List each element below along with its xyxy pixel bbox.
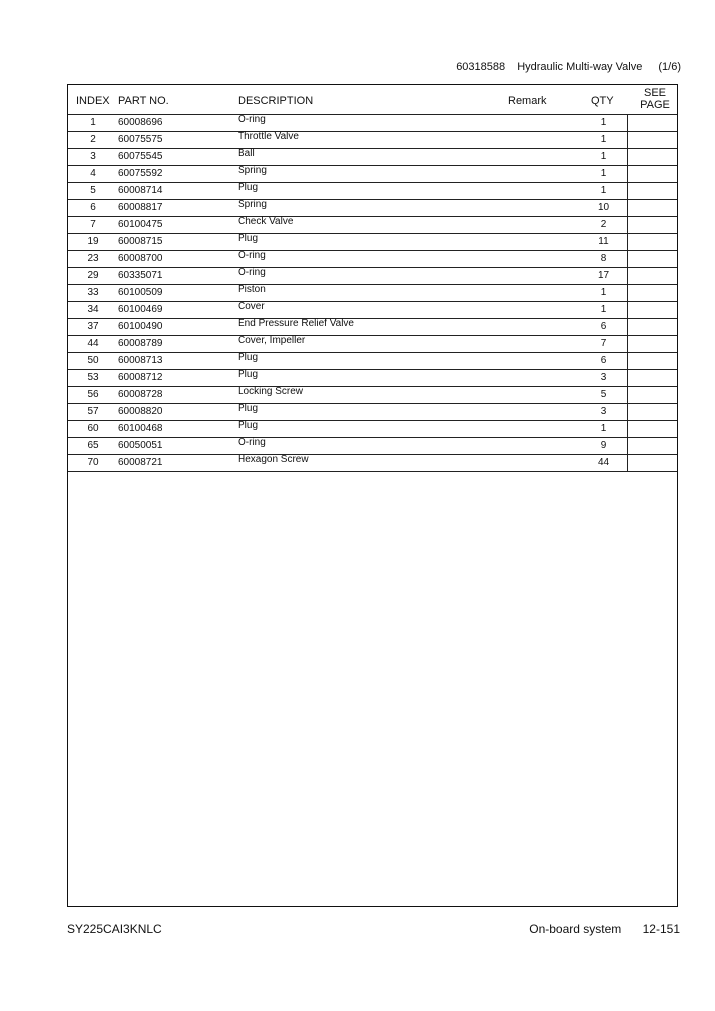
cell-description: O-ring (238, 250, 266, 261)
cell-qty: 1 (600, 287, 607, 298)
cell-index: 37 (87, 321, 99, 332)
cell-description: End Pressure Relief Valve (238, 318, 354, 329)
cell-description: Plug (238, 403, 259, 414)
cell-index: 70 (87, 457, 99, 468)
cell-remark (488, 149, 578, 165)
cell-see-page (627, 404, 677, 420)
cell-description: Plug (238, 182, 259, 193)
cell-qty: 1 (600, 168, 607, 179)
table-row (68, 454, 677, 472)
cell-index: 56 (87, 389, 99, 400)
cell-see-page (627, 319, 677, 335)
cell-index: 33 (87, 287, 99, 298)
cell-part-no: 60008820 (118, 406, 163, 417)
cell-qty: 1 (600, 151, 607, 162)
cell-index: 57 (87, 406, 99, 417)
cell-description: Cover, Impeller (238, 335, 306, 346)
cell-index: 65 (87, 440, 99, 451)
cell-remark (488, 115, 578, 131)
cell-description: Plug (238, 369, 259, 380)
cell-description: Piston (238, 284, 266, 295)
cell-remark (488, 421, 578, 437)
see-page-divider (627, 114, 628, 472)
cell-description: Check Valve (238, 216, 294, 227)
cell-remark (488, 251, 578, 267)
cell-qty: 5 (600, 389, 607, 400)
cell-description: O-ring (238, 267, 266, 278)
cell-see-page (627, 455, 677, 471)
cell-remark (488, 268, 578, 284)
cell-part-no: 60335071 (118, 270, 163, 281)
cell-remark (488, 234, 578, 250)
header-title: Hydraulic Multi-way Valve (517, 61, 643, 73)
cell-index: 23 (87, 253, 99, 264)
cell-index: 7 (90, 219, 96, 230)
cell-qty: 1 (600, 304, 607, 315)
cell-remark (488, 336, 578, 352)
footer-page-number: 12-151 (642, 922, 680, 936)
cell-see-page (627, 421, 677, 437)
cell-part-no: 60008715 (118, 236, 163, 247)
column-header-qty: QTY (591, 95, 614, 107)
cell-description: Plug (238, 352, 259, 363)
header-part-number: 60318588 (456, 61, 506, 73)
cell-description: Throttle Valve (238, 131, 299, 142)
cell-see-page (627, 166, 677, 182)
cell-remark (488, 217, 578, 233)
cell-part-no: 60008728 (118, 389, 163, 400)
column-header-part-no: PART NO. (118, 95, 169, 107)
cell-index: 3 (90, 151, 96, 162)
column-header-see-page-line1: SEE (643, 87, 666, 99)
cell-see-page (627, 217, 677, 233)
cell-remark (488, 200, 578, 216)
cell-description: Ball (238, 148, 255, 159)
cell-qty: 1 (600, 134, 607, 145)
cell-qty: 1 (600, 185, 607, 196)
cell-part-no: 60008696 (118, 117, 163, 128)
cell-qty: 9 (600, 440, 607, 451)
cell-part-no: 60100475 (118, 219, 163, 230)
cell-qty: 44 (597, 457, 610, 468)
footer-right (529, 922, 680, 936)
cell-index: 1 (90, 117, 96, 128)
column-header-remark: Remark (508, 95, 547, 107)
cell-description: Hexagon Screw (238, 454, 309, 465)
cell-qty: 10 (597, 202, 610, 213)
cell-part-no: 60008712 (118, 372, 163, 383)
cell-qty: 3 (600, 406, 607, 417)
cell-description: Locking Screw (238, 386, 304, 397)
cell-description: Cover (238, 301, 265, 312)
cell-remark (488, 438, 578, 454)
cell-part-no: 60075592 (118, 168, 163, 179)
cell-see-page (627, 353, 677, 369)
cell-part-no: 60008713 (118, 355, 163, 366)
column-header-description: DESCRIPTION (238, 95, 314, 107)
page-header (456, 61, 681, 73)
cell-remark (488, 319, 578, 335)
cell-description: Spring (238, 165, 267, 176)
cell-description: O-ring (238, 437, 266, 448)
column-header-see-page-line2: PAGE (640, 99, 670, 111)
cell-part-no: 60100469 (118, 304, 163, 315)
cell-qty: 6 (600, 321, 607, 332)
cell-index: 34 (87, 304, 99, 315)
cell-remark (488, 285, 578, 301)
cell-see-page (627, 251, 677, 267)
cell-qty: 3 (600, 372, 607, 383)
cell-qty: 7 (600, 338, 607, 349)
cell-part-no: 60008817 (118, 202, 163, 213)
cell-index: 5 (90, 185, 96, 196)
table-header (68, 85, 677, 114)
footer-section: On-board system (529, 922, 622, 936)
footer-model: SY225CAI3KNLC (67, 922, 162, 936)
cell-index: 4 (90, 168, 96, 179)
cell-index: 50 (87, 355, 99, 366)
cell-part-no: 60100490 (118, 321, 163, 332)
table-body (68, 114, 677, 472)
cell-index: 44 (87, 338, 99, 349)
cell-part-no: 60008700 (118, 253, 163, 264)
cell-part-no: 60100509 (118, 287, 163, 298)
cell-qty: 1 (600, 117, 607, 128)
cell-part-no: 60100468 (118, 423, 163, 434)
cell-description: Plug (238, 233, 259, 244)
cell-qty: 6 (600, 355, 607, 366)
cell-remark (488, 404, 578, 420)
cell-part-no: 60008714 (118, 185, 163, 196)
cell-see-page (627, 285, 677, 301)
cell-see-page (627, 370, 677, 386)
cell-remark (488, 370, 578, 386)
cell-index: 2 (90, 134, 96, 145)
cell-index: 29 (87, 270, 99, 281)
cell-see-page (627, 149, 677, 165)
cell-part-no: 60050051 (118, 440, 163, 451)
cell-qty: 2 (600, 219, 607, 230)
cell-index: 53 (87, 372, 99, 383)
cell-remark (488, 166, 578, 182)
parts-table-frame (67, 84, 678, 907)
cell-remark (488, 302, 578, 318)
cell-qty: 1 (600, 423, 607, 434)
cell-index: 60 (87, 423, 99, 434)
cell-see-page (627, 234, 677, 250)
column-header-see-page (635, 87, 675, 111)
cell-see-page (627, 183, 677, 199)
cell-see-page (627, 268, 677, 284)
cell-index: 6 (90, 202, 96, 213)
cell-part-no: 60008789 (118, 338, 163, 349)
cell-description: Spring (238, 199, 267, 210)
cell-see-page (627, 438, 677, 454)
cell-see-page (627, 387, 677, 403)
cell-part-no: 60075575 (118, 134, 163, 145)
cell-remark (488, 455, 578, 471)
cell-remark (488, 183, 578, 199)
cell-remark (488, 387, 578, 403)
cell-qty: 8 (600, 253, 607, 264)
cell-see-page (627, 132, 677, 148)
cell-part-no: 60075545 (118, 151, 163, 162)
cell-qty: 11 (598, 236, 609, 247)
cell-description: O-ring (238, 114, 266, 125)
column-header-index: INDEX (76, 95, 110, 107)
cell-qty: 17 (597, 270, 610, 281)
header-page-indicator: (1/6) (658, 61, 681, 73)
cell-index: 19 (87, 236, 99, 247)
cell-see-page (627, 200, 677, 216)
cell-see-page (627, 336, 677, 352)
cell-remark (488, 132, 578, 148)
cell-remark (488, 353, 578, 369)
cell-see-page (627, 302, 677, 318)
cell-see-page (627, 115, 677, 131)
cell-description: Plug (238, 420, 259, 431)
cell-part-no: 60008721 (118, 457, 163, 468)
